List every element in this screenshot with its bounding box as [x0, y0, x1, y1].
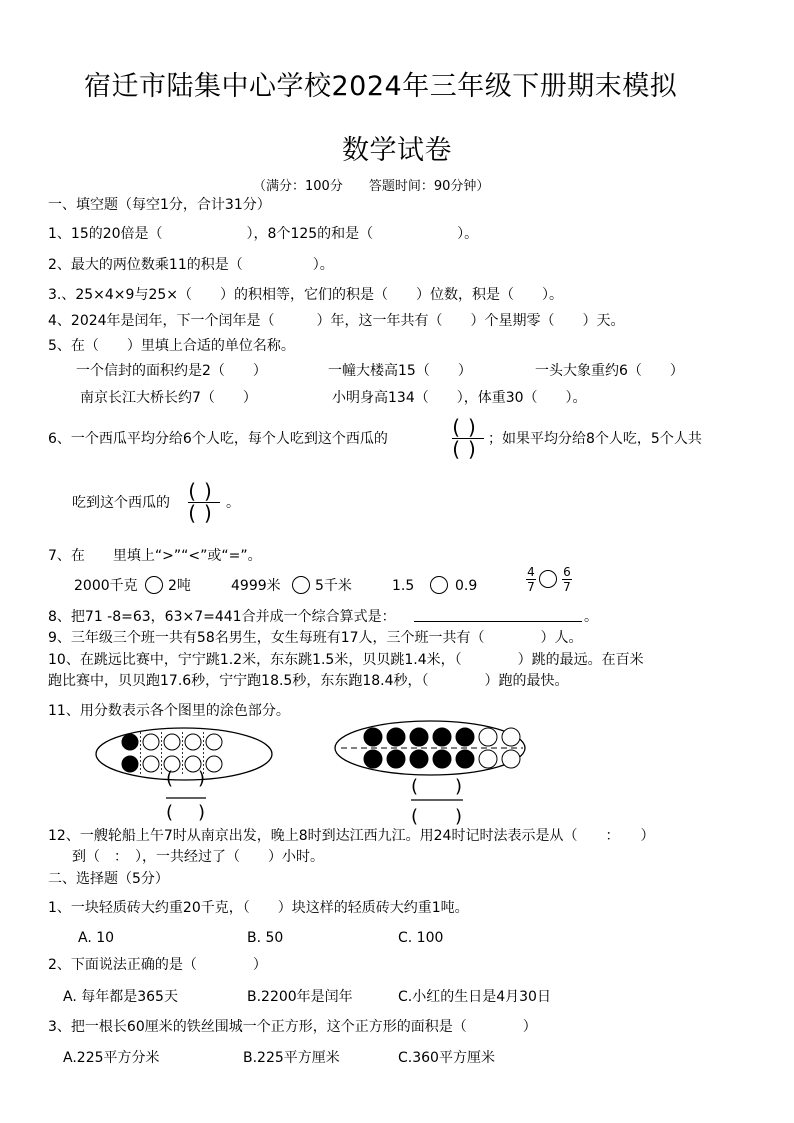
question-1-6-part2: ；如果平均分给8个人吃，5个人共: [488, 431, 702, 447]
compare-d-right-fraction: 6 7: [563, 565, 571, 594]
empty-dot: [479, 728, 497, 746]
section-heading-choice: 二、选择题（5分）: [48, 871, 169, 887]
empty-dot: [206, 734, 222, 750]
figure-1-denominator-right: ): [198, 802, 206, 823]
question-1-8-end: 。: [584, 609, 598, 625]
filled-dot: [122, 756, 138, 772]
question-2-3-option-c: C.360平方厘米: [398, 1050, 495, 1066]
filled-dot: [387, 750, 405, 768]
section-heading-fill-in: 一、填空题（每空1分，合计31分）: [48, 197, 271, 213]
question-2-1-option-b: B. 50: [247, 930, 284, 946]
exam-info: （满分：100分 答题时间：90分钟）: [253, 179, 490, 194]
question-2-2: 2、下面说法正确的是（ ）: [48, 957, 267, 973]
fraction-blank-2: () (): [188, 479, 220, 525]
filled-dot: [433, 750, 451, 768]
question-2-3-option-a: A.225平方分米: [63, 1050, 160, 1066]
empty-dot: [164, 734, 180, 750]
question-1-5-b: 一幢大楼高15（ ）: [328, 363, 472, 379]
figure-1-numerator-right: ): [198, 768, 206, 789]
answer-underline: [414, 609, 582, 622]
question-1-4: 4、2024年是闰年，下一个闰年是（ ）年，这一年共有（ ）个星期零（ ）天。: [48, 313, 625, 329]
question-1-7: 7、在 里填上“>”“<”或“=”。: [48, 548, 262, 564]
filled-dot: [410, 728, 428, 746]
question-1-2: 2、最大的两位数乘11的积是（ ）。: [48, 257, 334, 273]
question-1-12-line2: 到（ ： ），一共经过了（ ）小时。: [72, 849, 324, 865]
question-2-3: 3、把一根长60厘米的铁丝围城一个正方形，这个正方形的面积是（ ）: [48, 1019, 537, 1035]
question-2-2-option-a: A. 每年都是365天: [63, 989, 178, 1005]
filled-dot: [456, 728, 474, 746]
question-1-10-line2: 跑比赛中，贝贝跑17.6秒，宁宁跑18.5秒，东东跑18.4秒，（ ）跑的最快。: [48, 673, 569, 689]
figure-2-denominator-right: ): [455, 806, 463, 827]
question-1-5-c: 一头大象重约6（ ）: [535, 363, 684, 379]
filled-dot: [387, 728, 405, 746]
compare-circle-c: [430, 576, 448, 594]
compare-circle-b: [292, 576, 310, 594]
compare-a-right: 2吨: [168, 578, 191, 594]
filled-dot: [433, 728, 451, 746]
question-2-2-option-c: C.小红的生日是4月30日: [398, 989, 551, 1005]
empty-dot: [185, 734, 201, 750]
compare-b-right: 5千米: [315, 578, 352, 594]
question-1-5-e: 小明身高134（ ），体重30（ ）。: [332, 390, 587, 406]
empty-dot: [143, 734, 159, 750]
compare-circle-a: [145, 576, 163, 594]
question-1-5-a: 一个信封的面积约是2（ ）: [76, 363, 267, 379]
figure-2-numerator-left: (: [411, 776, 419, 797]
compare-d-left-fraction: 4 7: [527, 565, 535, 594]
filled-dot: [364, 728, 382, 746]
question-2-1: 1、一块轻质砖大约重20千克，（ ）块这样的轻质砖大约重1吨。: [48, 900, 469, 916]
figure-2-numerator-right: ): [455, 776, 463, 797]
question-1-11: 11、用分数表示各个图里的涂色部分。: [48, 703, 290, 719]
empty-dot: [502, 728, 520, 746]
compare-b-left: 4999米: [231, 578, 281, 594]
empty-dot: [206, 756, 222, 772]
question-1-12-line1: 12、一艘轮船上午7时从南京出发，晚上8时到达江西九江。用24时记时法表示是从（ ： ）: [48, 828, 655, 844]
page-title: 宿迁市陆集中心学校2024年三年级下册期末模拟: [84, 71, 678, 102]
question-1-1: 1、15的20倍是（ ），8个125的和是（ ）。: [48, 226, 479, 242]
question-1-5: 5、在（ ）里填上合适的单位名称。: [48, 338, 295, 354]
question-1-6-part3: 吃到这个西瓜的: [72, 495, 170, 511]
page-subtitle: 数学试卷: [342, 135, 452, 166]
question-1-6-part1: 6、一个西瓜平均分给6个人吃，每个人吃到这个西瓜的: [48, 431, 388, 447]
compare-a-left: 2000千克: [74, 578, 138, 594]
empty-dot: [479, 750, 497, 768]
question-1-6-end: 。: [226, 495, 240, 511]
question-2-2-option-b: B.2200年是闰年: [247, 989, 353, 1005]
question-1-9: 9、三年级三个班一共有58名男生，女生每班有17人，三个班一共有（ ）人。: [48, 630, 583, 646]
empty-dot: [502, 750, 520, 768]
filled-dot: [122, 734, 138, 750]
filled-dot: [456, 750, 474, 768]
filled-dot: [364, 750, 382, 768]
figure-1-denominator-left: (: [166, 802, 174, 823]
fraction-figure-2: [333, 714, 533, 832]
question-2-3-option-b: B.225平方厘米: [243, 1050, 340, 1066]
fraction-figure-1: [90, 724, 280, 836]
fraction-blank-1: () (): [452, 415, 484, 461]
figure-1-numerator-left: (: [166, 768, 174, 789]
question-1-10-line1: 10、在跳远比赛中，宁宁跳1.2米，东东跳1.5米，贝贝跳1.4米，（ ）跳的最远。在百米: [48, 652, 644, 668]
figure-2-denominator-left: (: [411, 806, 419, 827]
question-2-1-option-a: A. 10: [78, 930, 115, 946]
compare-c-left: 1.5: [392, 578, 415, 594]
question-1-8: 8、把71 -8=63，63×7=441合并成一个综合算式是：: [48, 609, 396, 625]
empty-dot: [143, 756, 159, 772]
compare-c-right: 0.9: [455, 578, 478, 594]
filled-dot: [410, 750, 428, 768]
question-1-5-d: 南京长江大桥长约7（ ）: [80, 390, 257, 406]
compare-circle-d: [539, 570, 557, 588]
figure-1-ellipse: [96, 728, 272, 780]
question-2-1-option-c: C. 100: [398, 930, 444, 946]
question-1-3: 3.、25×4×9与25×（ ）的积相等，它们的积是（ ）位数，积是（ ）。: [48, 287, 563, 303]
